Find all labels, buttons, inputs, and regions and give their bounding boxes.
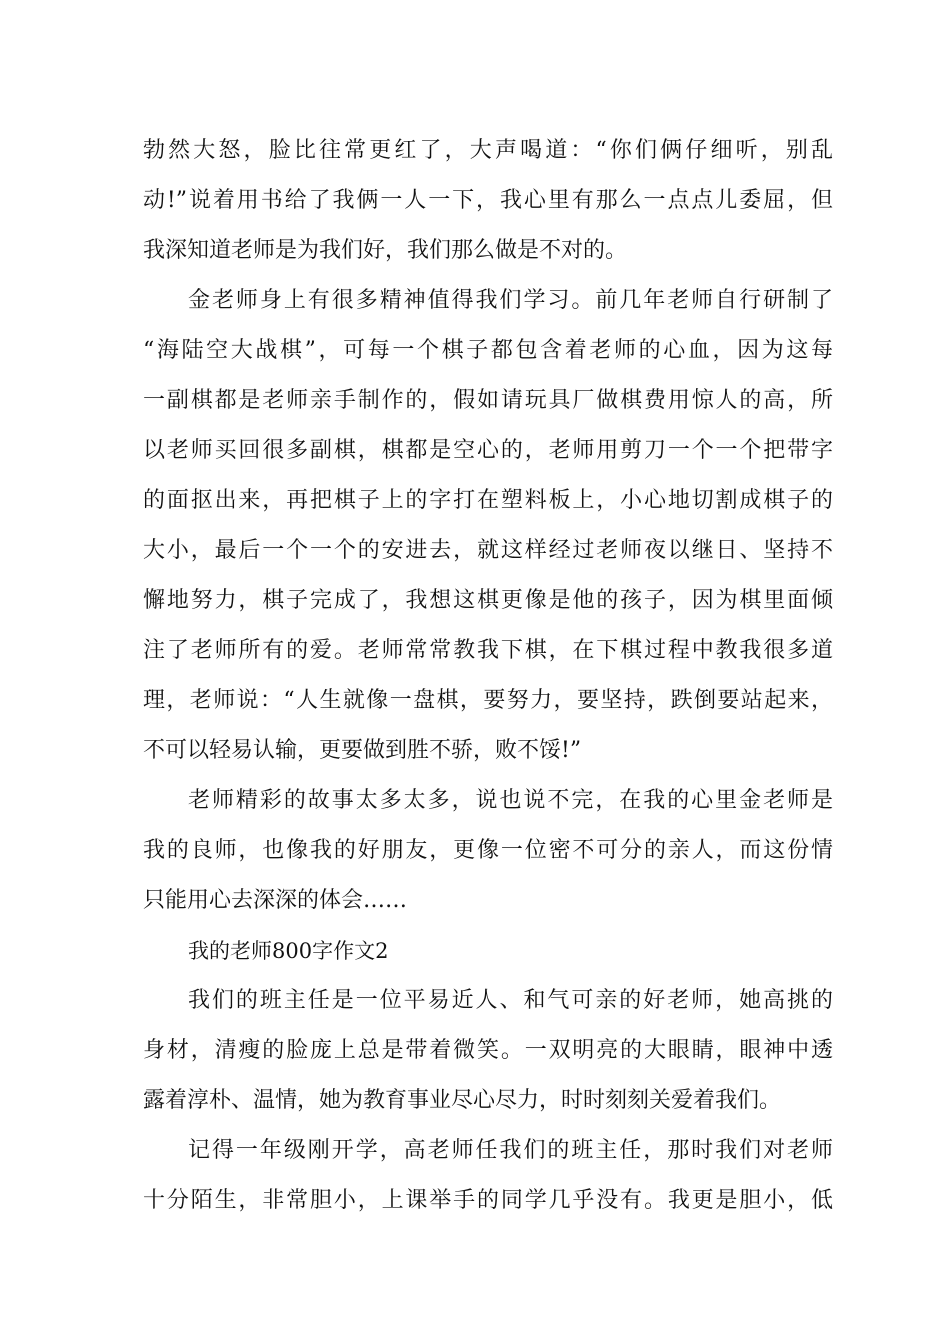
text-line: 理，老师说：“人生就像一盘棋，要努力，要坚持，跌倒要站起来， <box>143 688 833 713</box>
text-line: 注了老师所有的爱。老师常常教我下棋，在下棋过程中教我很多道 <box>143 638 833 663</box>
text-line: 露着淳朴、温情，她为教育事业尽心尽力，时时刻刻关爱着我们。 <box>143 1088 782 1113</box>
paragraph-first-line: 金老师身上有很多精神值得我们学习。前几年老师自行研制了 <box>188 288 833 313</box>
paragraph-first-line: 记得一年级刚开学，高老师任我们的班主任，那时我们对老师 <box>188 1138 833 1163</box>
text-line: 的面抠出来，再把棋子上的字打在塑料板上，小心地切割成棋子的 <box>143 488 833 513</box>
text-line: 我的良师，也像我的好朋友，更像一位密不可分的亲人，而这份情 <box>143 838 833 863</box>
section-heading: 我的老师800字作文2 <box>188 939 389 963</box>
text-line: 勃然大怒，脸比往常更红了，大声喝道：“你们俩仔细听，别乱 <box>143 138 833 163</box>
text-line: 我深知道老师是为我们好，我们那么做是不对的。 <box>143 238 628 263</box>
paragraph-first-line: 老师精彩的故事太多太多，说也说不完，在我的心里金老师是 <box>188 788 833 813</box>
text-line: 只能用心去深深的体会…… <box>143 888 408 913</box>
text-line: 不可以轻易认输，更要做到胜不骄，败不馁!” <box>143 738 582 763</box>
text-line: 懈地努力，棋子完成了，我想这棋更像是他的孩子，因为棋里面倾 <box>143 588 833 613</box>
text-line: 十分陌生，非常胆小，上课举手的同学几乎没有。我更是胆小，低 <box>143 1188 833 1213</box>
text-line: 动!”说着用书给了我俩一人一下，我心里有那么一点点儿委屈，但 <box>143 188 833 213</box>
text-line: “海陆空大战棋”，可每一个棋子都包含着老师的心血，因为这每 <box>143 338 833 363</box>
text-line: 身材，清瘦的脸庞上总是带着微笑。一双明亮的大眼睛，眼神中透 <box>143 1038 833 1063</box>
text-line: 大小，最后一个一个的安进去，就这样经过老师夜以继日、坚持不 <box>143 538 833 563</box>
text-line: 一副棋都是老师亲手制作的，假如请玩具厂做棋费用惊人的高，所 <box>143 388 833 413</box>
paragraph-first-line: 我们的班主任是一位平易近人、和气可亲的好老师，她高挑的 <box>188 988 833 1013</box>
document-body <box>143 126 833 1226</box>
text-line: 以老师买回很多副棋，棋都是空心的，老师用剪刀一个一个把带字 <box>143 438 833 463</box>
